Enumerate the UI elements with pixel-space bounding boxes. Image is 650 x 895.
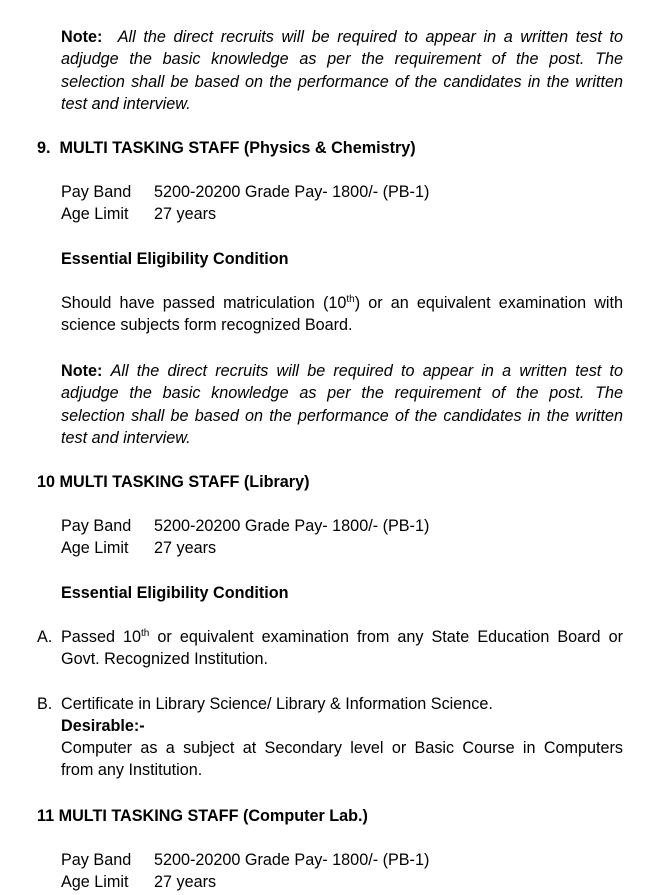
list-marker-a: A. bbox=[37, 628, 53, 646]
list-item-b-text: Certificate in Library Science/ Library & Information Science. bbox=[61, 695, 493, 713]
note-text-line: selection shall be based on the performance of the candidates in the written bbox=[61, 72, 623, 91]
age-limit-value: 27 years bbox=[154, 539, 217, 557]
note-block-section-9 bbox=[61, 360, 623, 449]
eligibility-text-part: Should have passed matriculation (10 bbox=[61, 294, 347, 312]
pay-band-label: Pay Band bbox=[61, 183, 132, 201]
pay-band-value: 5200-20200 Grade Pay- 1800/- (PB-1) bbox=[154, 851, 430, 869]
age-limit-row bbox=[61, 537, 216, 559]
eligibility-text-part: ) or an equivalent examination with bbox=[354, 294, 623, 312]
section-number: 11 bbox=[37, 807, 55, 825]
pay-band-row bbox=[61, 849, 429, 871]
desirable-text-line: from any Institution. bbox=[61, 761, 203, 780]
eligibility-text-line: science subjects form recognized Board. bbox=[61, 316, 353, 335]
age-limit-value: 27 years bbox=[154, 205, 217, 223]
list-item-text-line: Govt. Recognized Institution. bbox=[61, 650, 268, 669]
pay-band-value: 5200-20200 Grade Pay- 1800/- (PB-1) bbox=[154, 183, 430, 201]
superscript: th bbox=[346, 294, 355, 305]
age-limit-label: Age Limit bbox=[61, 873, 129, 891]
list-marker-b: B. bbox=[37, 695, 53, 713]
desirable-text-line: Computer as a subject at Secondary level or Basic Course in Computers bbox=[61, 739, 623, 757]
note-text-line: All the direct recruits will be required to appear in a written test to bbox=[110, 362, 623, 380]
section-9-heading bbox=[37, 137, 416, 159]
section-title: MULTI TASKING STAFF (Computer Lab.) bbox=[58, 807, 368, 825]
section-number: 9. bbox=[37, 139, 51, 157]
desirable-label: Desirable:- bbox=[61, 717, 145, 735]
list-item-text-part: or equivalent examination from any State Education Board or bbox=[149, 628, 623, 646]
note-text-line: All the direct recruits will be required to appear in a written test to bbox=[117, 28, 623, 46]
age-limit-row bbox=[61, 871, 216, 893]
list-item-a bbox=[61, 626, 623, 671]
section-title: MULTI TASKING STAFF (Library) bbox=[59, 473, 310, 491]
superscript: th bbox=[141, 628, 150, 639]
pay-band-row bbox=[61, 181, 429, 203]
pay-band-label: Pay Band bbox=[61, 851, 132, 869]
section-10-heading bbox=[37, 471, 310, 493]
pay-band-value: 5200-20200 Grade Pay- 1800/- (PB-1) bbox=[154, 517, 430, 535]
note-block-top bbox=[61, 26, 623, 115]
note-label: Note: bbox=[61, 362, 103, 380]
note-text-line: test and interview. bbox=[61, 94, 191, 113]
pay-band-row bbox=[61, 515, 429, 537]
list-item-text-part: Passed 10 bbox=[61, 628, 142, 646]
eligibility-heading: Essential Eligibility Condition bbox=[61, 584, 289, 602]
section-title: MULTI TASKING STAFF (Physics & Chemistry) bbox=[59, 139, 416, 157]
note-text-line: adjudge the basic knowledge as per the requirement of the post. The bbox=[61, 384, 623, 403]
eligibility-heading: Essential Eligibility Condition bbox=[61, 250, 289, 268]
section-number: 10 bbox=[37, 473, 56, 491]
desirable-text bbox=[61, 737, 623, 782]
age-limit-label: Age Limit bbox=[61, 539, 129, 557]
age-limit-label: Age Limit bbox=[61, 205, 129, 223]
section-11-heading bbox=[37, 805, 368, 827]
note-text-line: adjudge the basic knowledge as per the requirement of the post. The bbox=[61, 50, 623, 69]
note-text-line: test and interview. bbox=[61, 428, 191, 447]
note-label: Note: bbox=[61, 28, 103, 46]
eligibility-text bbox=[61, 292, 623, 337]
pay-band-label: Pay Band bbox=[61, 517, 132, 535]
age-limit-row bbox=[61, 203, 216, 225]
note-text-line: selection shall be based on the performance of the candidates in the written bbox=[61, 406, 623, 425]
age-limit-value: 27 years bbox=[154, 873, 217, 891]
